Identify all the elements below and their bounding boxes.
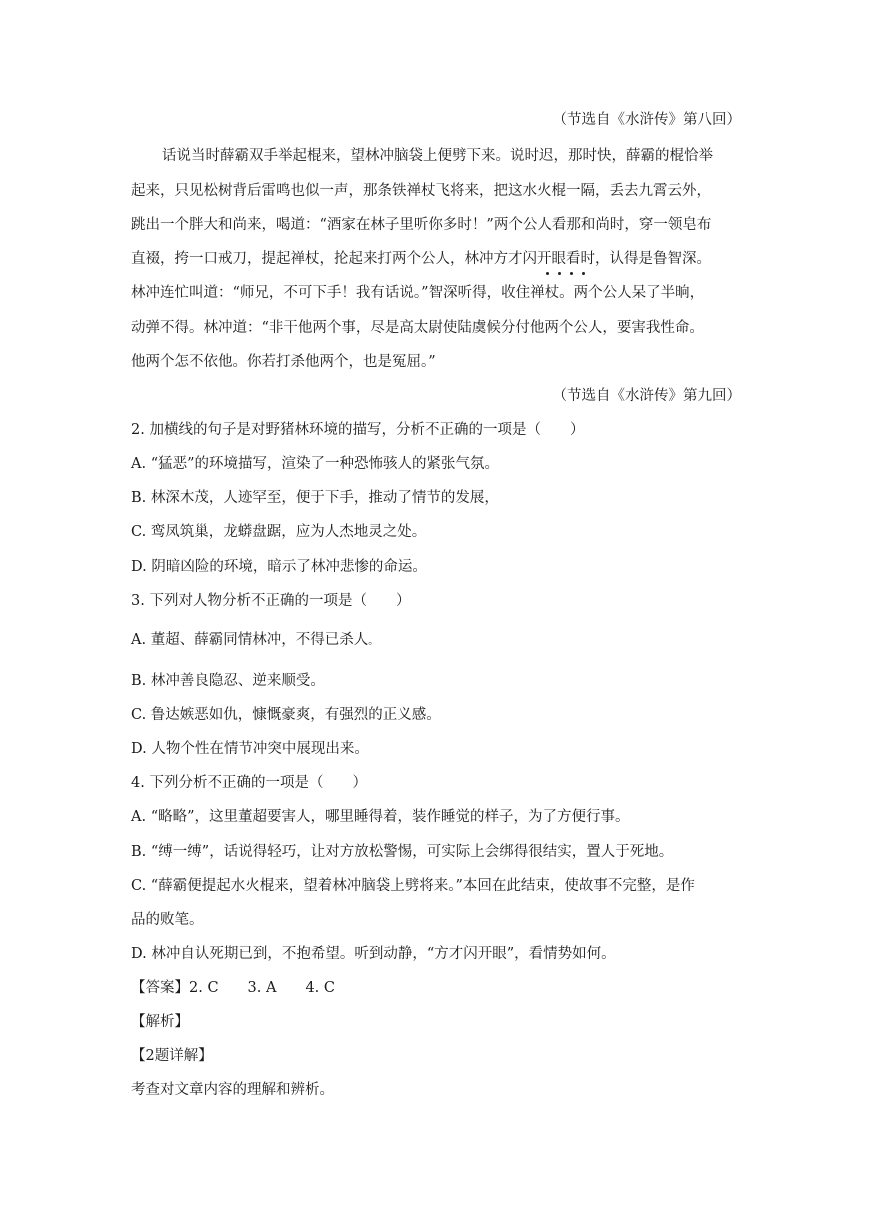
passage-line-7: 他两个怎不依他。你若打杀他两个，也是冤屈。”: [131, 354, 436, 370]
passage-line-2: 起来，只见松树背后雷鸣也似一声，那条铁禅杖飞将来，把这水火棍一隔，丢去九霄云外，: [131, 183, 711, 199]
question-4-option-b: B. “缚一缚”，话说得轻巧，让对方放松警惕，可实际上会绑得很结实，置人于死地。: [131, 844, 674, 860]
question-3-option-a-mark: 。: [368, 636, 379, 647]
question-2-option-b: B. 林深木茂，人迹罕至，便于下手，推动了情节的发展，: [131, 490, 499, 506]
question-3-option-d: D. 人物个性在情节冲突中展现出来。: [131, 741, 369, 757]
question-3-option-a-text: A. 董超、薛霸同情林冲，不得已杀人: [131, 632, 369, 648]
question-4-option-c-line-2: 品的败笔。: [131, 912, 204, 928]
passage-line-3: 跳出一个胖大和尚来，喝道：“酒家在林子里听你多时！”两个公人看那和尚时，穿一领皂布: [131, 217, 712, 233]
question-2-option-a: A. “猛恶”的环境描写，渲染了一种恐怖骇人的紧张气氛。: [131, 456, 500, 472]
question-4-stem: 4. 下列分析不正确的一项是（ ）: [131, 775, 367, 791]
question-2-option-d: D. 阴暗凶险的环境，暗示了林冲悲惨的命运。: [131, 559, 427, 575]
passage-line-1: 话说当时薛霸双手举起棍来，望林冲脑袋上便劈下来。说时迟，那时快，薛霸的棍恰举: [162, 148, 713, 164]
detail-text: 考查对文章内容的理解和辨析。: [131, 1082, 334, 1098]
emphasis-dots: [546, 260, 596, 266]
question-4-option-d: D. 林冲自认死期已到，不抱希望。听到动静，“方才闪开眼”，看情势如何。: [131, 946, 616, 962]
question-4-option-c-line-1: C. “薛霸便提起水火棍来，望着林冲脑袋上劈将来。”本回在此结束，使故事不完整，是作: [131, 878, 695, 894]
passage-line-5: 林冲连忙叫道：“师兄，不可下手！我有话说。”智深听得，收住禅杖。两个公人呆了半晌，: [131, 285, 705, 301]
source-note-chapter-8: （节选自《水浒传》第八回）: [552, 112, 741, 128]
source-note-chapter-9: （节选自《水浒传》第九回）: [552, 388, 741, 404]
question-3-option-a: [131, 630, 741, 652]
answer-line: 【答案】2. C 3. A 4. C: [131, 980, 335, 996]
question-2-option-c: C. 鸾凤筑巢，龙蟒盘踞，应为人杰地灵之处。: [131, 524, 427, 540]
question-3-stem: 3. 下列对人物分析不正确的一项是（ ）: [131, 593, 411, 609]
passage-line-4: 直裰，挎一口戒刀，提起禅杖，抡起来打两个公人，林冲方才闪开眼看时，认得是鲁智深。: [131, 251, 711, 267]
question-3-option-b: B. 林冲善良隐忍、逆来顺受。: [131, 673, 325, 689]
question-2-stem: 2. 加横线的句子是对野猪林环境的描写，分析不正确的一项是（ ）: [131, 422, 585, 438]
question-4-option-a: A. “略略”，这里董超要害人，哪里睡得着，装作睡觉的样子，为了方便行事。: [131, 809, 630, 825]
analysis-label: 【解析】: [131, 1014, 189, 1030]
passage-line-6: 动弹不得。林冲道：“非干他两个事，尽是高太尉使陆虞候分付他两个公人，要害我性命。: [131, 320, 704, 336]
question-3-option-c: C. 鲁达嫉恶如仇，慷慨豪爽，有强烈的正义感。: [131, 707, 441, 723]
detail-label: 【2题详解】: [131, 1048, 213, 1064]
